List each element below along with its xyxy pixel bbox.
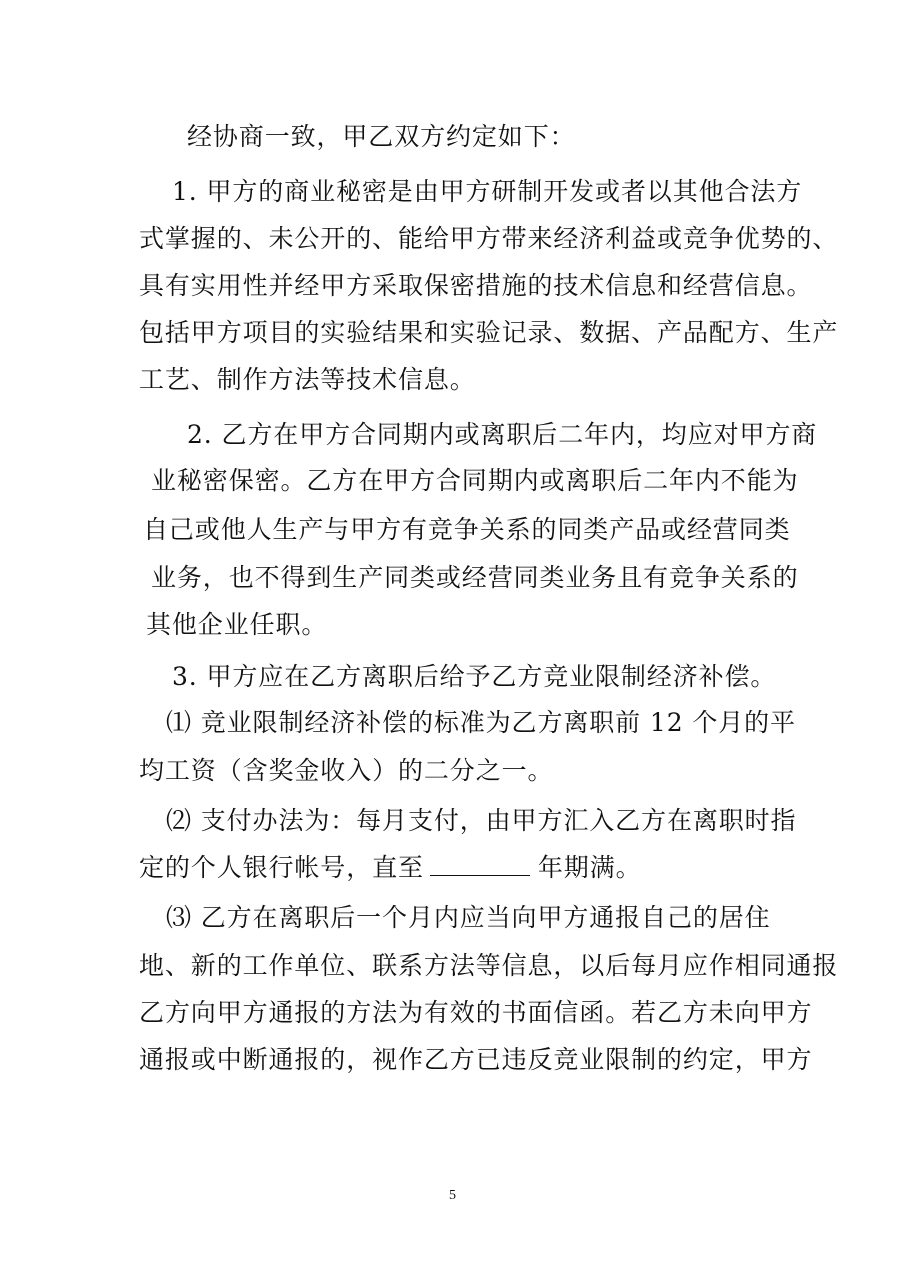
clause2-line-3: 自己或他人生产与甲方有竞争关系的同类产品或经营同类	[143, 515, 791, 544]
clause2-line-4: 业务，也不得到生产同类或经营同类业务且有竞争关系的	[151, 563, 799, 592]
clause3-sub2-line-2-after: 年期满。	[537, 853, 642, 882]
clause3-sub3-line-1: ⑶ 乙方在离职后一个月内应当向甲方通报自己的居住	[166, 903, 771, 932]
clause1-line-5: 工艺、制作方法等技术信息。	[139, 365, 476, 394]
clause2-line-5: 其他企业任职。	[146, 610, 328, 639]
clause3-sub2-line-1: ⑵ 支付办法为：每月支付，由甲方汇入乙方在离职时指	[166, 806, 797, 835]
clause1-line-1: 1. 甲方的商业秘密是由甲方研制开发或者以其他合法方	[172, 177, 803, 206]
clause3-sub3-line-4: 通报或中断通报的，视作乙方已违反竞业限制的约定，甲方	[139, 1045, 813, 1074]
intro-line: 经协商一致，甲乙双方约定如下：	[187, 122, 576, 151]
clause3-sub1-line-1: ⑴ 竞业限制经济补偿的标准为乙方离职前 12 个月的平	[166, 708, 796, 737]
clause1-line-2: 式掌握的、未公开的、能给甲方带来经济利益或竞争优势的、	[139, 224, 839, 253]
clause2-line-1: 2. 乙方在甲方合同期内或离职后二年内，均应对甲方商	[187, 420, 818, 449]
clause3-sub2-line-2	[139, 853, 642, 883]
clause1-line-3: 具有实用性并经甲方采取保密措施的技术信息和经营信息。	[139, 271, 813, 300]
clause3-sub2-line-2-before: 定的个人银行帐号，直至	[139, 853, 424, 882]
clause3-sub1-line-2: 均工资（含奖金收入）的二分之一。	[139, 756, 554, 785]
page-number: 5	[449, 1188, 456, 1203]
fill-in-blank	[430, 853, 530, 876]
clause2-line-2: 业秘密保密。乙方在甲方合同期内或离职后二年内不能为	[151, 466, 799, 495]
clause3-sub3-line-3: 乙方向甲方通报的方法为有效的书面信函。若乙方未向甲方	[139, 998, 813, 1027]
clause3-heading: 3. 甲方应在乙方离职后给予乙方竞业限制经济补偿。	[172, 662, 777, 691]
clause1-line-4: 包括甲方项目的实验结果和实验记录、数据、产品配方、生产	[139, 318, 839, 347]
clause3-sub3-line-2: 地、新的工作单位、联系方法等信息，以后每月应作相同通报	[139, 951, 839, 980]
